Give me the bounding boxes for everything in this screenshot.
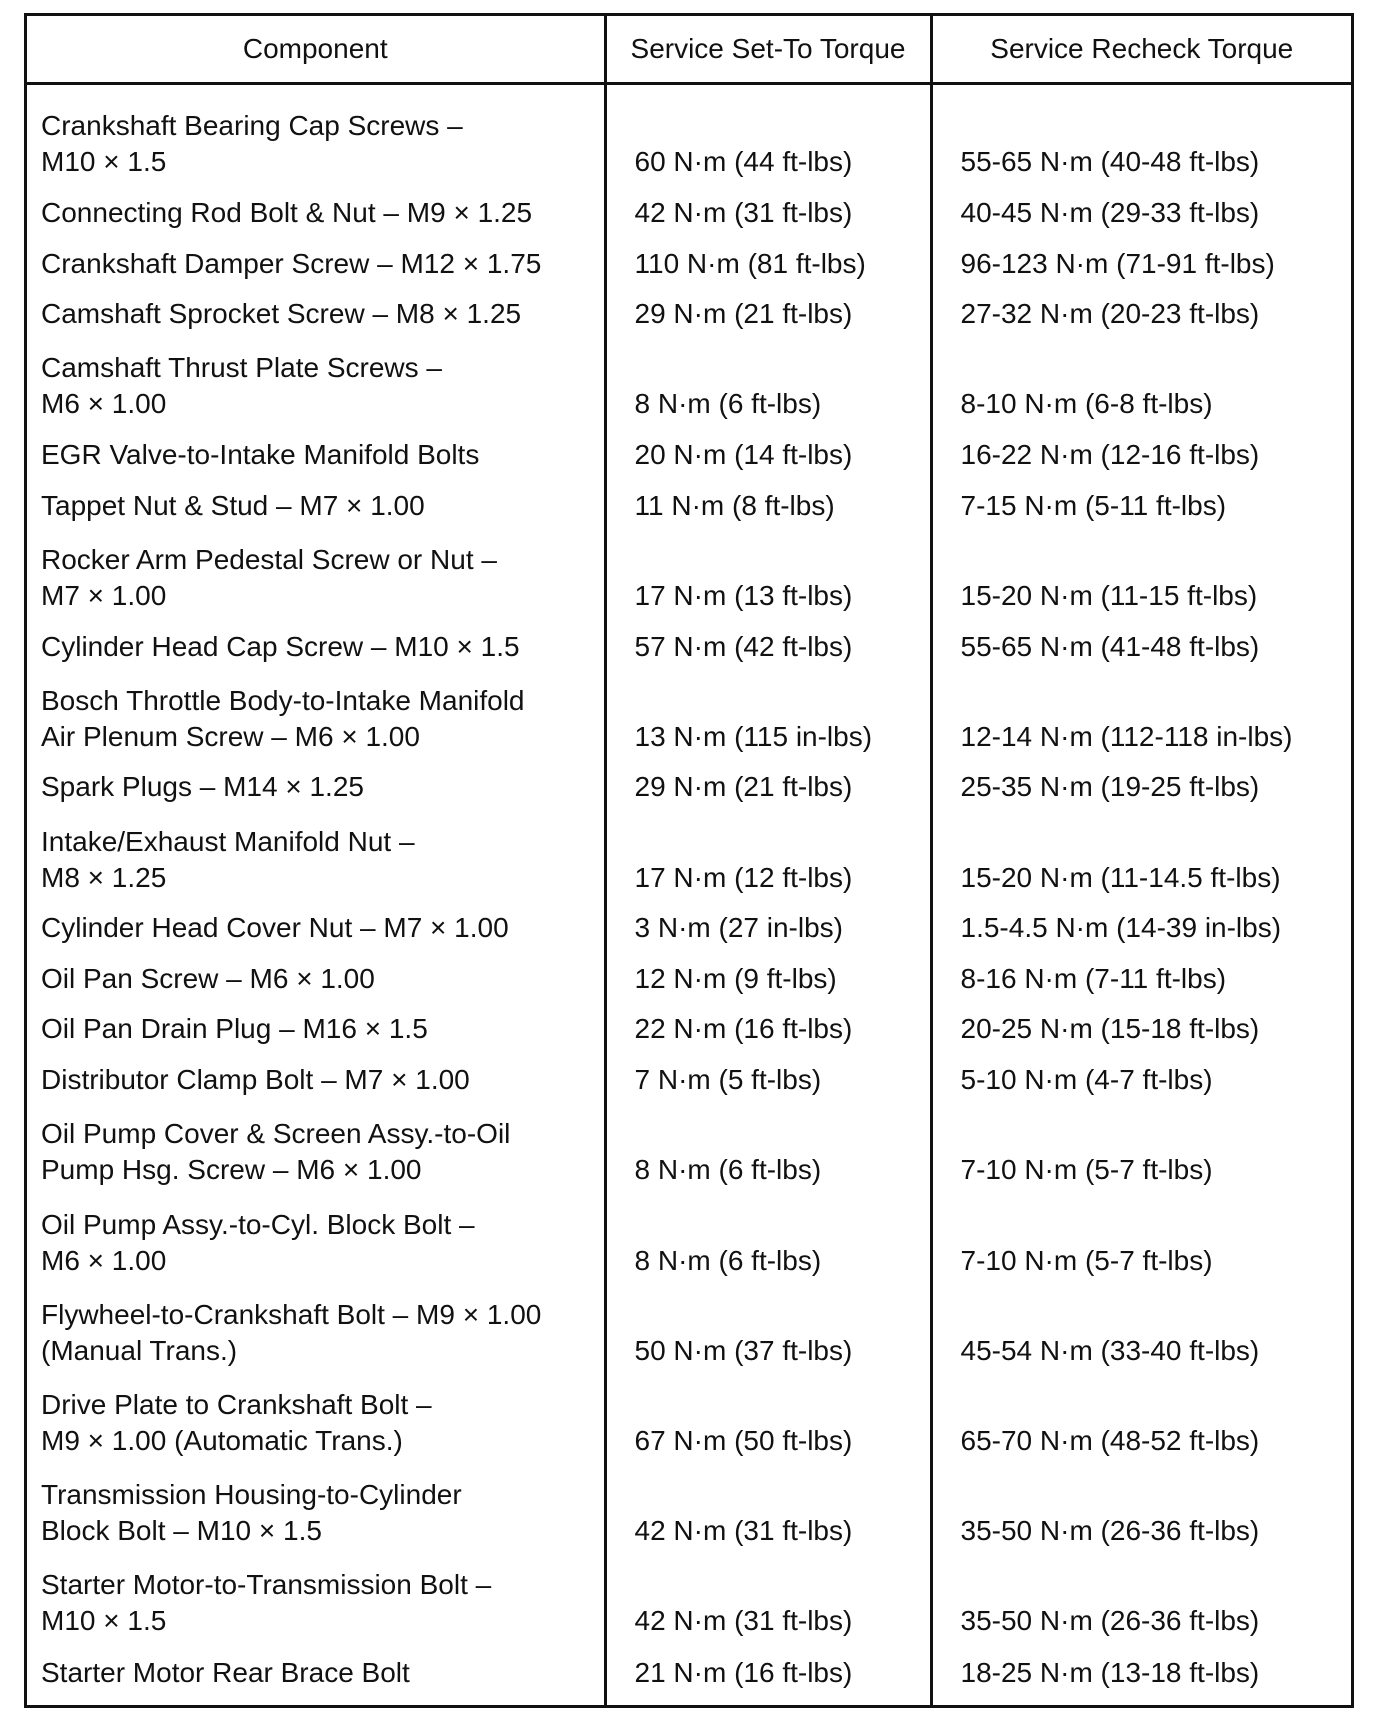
component-cell: Intake/Exhaust Manifold Nut – M8 × 1.25 [41,825,415,893]
set-to-torque-cell: 60 N·m (44 ft-lbs) [605,84,931,187]
component-cell: Transmission Housing-to-Cylinder Block Bolt – M10 × 1.5 [41,1479,462,1547]
recheck-torque-cell: 65-70 N·m (48-52 ft-lbs) [931,1375,1351,1465]
component-cell: Oil Pump Assy.-to-Cyl. Block Bolt – M6 × 1.00 [41,1208,475,1276]
component-cell: Flywheel-to-Crankshaft Bolt – M9 × 1.00 (Manual Trans.) [41,1298,542,1366]
recheck-torque-cell: 35-50 N·m (26-36 ft-lbs) [931,1555,1351,1645]
table-row [27,288,1351,339]
recheck-torque-cell: 15-20 N·m (11-14.5 ft-lbs) [931,811,1351,901]
set-to-torque-cell: 29 N·m (21 ft-lbs) [605,288,931,339]
recheck-torque-cell: 8-16 N·m (7-11 ft-lbs) [931,952,1351,1003]
table-row [27,761,1351,812]
set-to-torque-cell: 42 N·m (31 ft-lbs) [605,186,931,237]
table-row [27,1555,1351,1645]
component-cell: Crankshaft Bearing Cap Screws – M10 × 1.5 [41,110,463,178]
component-cell: Oil Pan Drain Plug – M16 × 1.5 [41,1013,428,1045]
torque-table [27,16,1351,1705]
table-row [27,952,1351,1003]
component-cell: Camshaft Sprocket Screw – M8 × 1.25 [41,298,522,330]
table-row [27,671,1351,761]
set-to-torque-cell: 42 N·m (31 ft-lbs) [605,1465,931,1555]
component-cell: Oil Pan Screw – M6 × 1.00 [41,962,375,994]
header-component: Component [27,16,605,84]
table-row [27,1003,1351,1054]
recheck-torque-cell: 45-54 N·m (33-40 ft-lbs) [931,1285,1351,1375]
recheck-torque-cell: 7-10 N·m (5-7 ft-lbs) [931,1194,1351,1284]
table-row [27,1194,1351,1284]
table-row [27,530,1351,620]
component-cell: Starter Motor Rear Brace Bolt [41,1657,410,1688]
set-to-torque-cell: 110 N·m (81 ft-lbs) [605,237,931,288]
recheck-torque-cell: 40-45 N·m (29-33 ft-lbs) [931,186,1351,237]
set-to-torque-cell: 12 N·m (9 ft-lbs) [605,952,931,1003]
table-row [27,1104,1351,1194]
recheck-torque-cell: 8-10 N·m (6-8 ft-lbs) [931,338,1351,428]
set-to-torque-cell: 8 N·m (6 ft-lbs) [605,338,931,428]
set-to-torque-cell: 21 N·m (16 ft-lbs) [605,1645,931,1705]
component-cell: EGR Valve-to-Intake Manifold Bolts [41,439,480,471]
header-row [27,16,1351,84]
recheck-torque-cell: 12-14 N·m (112-118 in-lbs) [931,671,1351,761]
table-row [27,1465,1351,1555]
set-to-torque-cell: 29 N·m (21 ft-lbs) [605,761,931,812]
set-to-torque-cell: 3 N·m (27 in-lbs) [605,902,931,953]
recheck-torque-cell: 5-10 N·m (4-7 ft-lbs) [931,1053,1351,1104]
table-row [27,338,1351,428]
table-row [27,902,1351,953]
component-cell: Starter Motor-to-Transmission Bolt – M10 × 1.5 [41,1569,492,1637]
component-cell: Drive Plate to Crankshaft Bolt – M9 × 1.00 (Automatic Trans.) [41,1388,432,1456]
set-to-torque-cell: 17 N·m (13 ft-lbs) [605,530,931,620]
table-body [27,84,1351,1706]
recheck-torque-cell: 7-10 N·m (5-7 ft-lbs) [931,1104,1351,1194]
recheck-torque-cell: 27-32 N·m (20-23 ft-lbs) [931,288,1351,339]
component-cell: Crankshaft Damper Screw – M12 × 1.75 [41,247,542,279]
component-cell: Oil Pump Cover & Screen Assy.-to-Oil Pump Hsg. Screw – M6 × 1.00 [41,1118,511,1186]
component-cell: Spark Plugs – M14 × 1.25 [41,771,364,803]
component-cell: Cylinder Head Cover Nut – M7 × 1.00 [41,912,509,944]
set-to-torque-cell: 50 N·m (37 ft-lbs) [605,1285,931,1375]
recheck-torque-cell: 55-65 N·m (41-48 ft-lbs) [931,620,1351,671]
set-to-torque-cell: 8 N·m (6 ft-lbs) [605,1104,931,1194]
component-cell: Camshaft Thrust Plate Screws – M6 × 1.00 [41,352,442,420]
set-to-torque-cell: 17 N·m (12 ft-lbs) [605,811,931,901]
recheck-torque-cell: 18-25 N·m (13-18 ft-lbs) [931,1645,1351,1705]
component-cell: Tappet Nut & Stud – M7 × 1.00 [41,489,425,521]
table-row [27,1053,1351,1104]
set-to-torque-cell: 57 N·m (42 ft-lbs) [605,620,931,671]
recheck-torque-cell: 55-65 N·m (40-48 ft-lbs) [931,84,1351,187]
table-row [27,811,1351,901]
recheck-torque-cell: 7-15 N·m (5-11 ft-lbs) [931,479,1351,530]
header-recheck-torque: Service Recheck Torque [931,16,1351,84]
component-cell: Bosch Throttle Body-to-Intake Manifold Air Plenum Screw – M6 × 1.00 [41,684,525,752]
recheck-torque-cell: 25-35 N·m (19-25 ft-lbs) [931,761,1351,812]
set-to-torque-cell: 13 N·m (115 in-lbs) [605,671,931,761]
set-to-torque-cell: 67 N·m (50 ft-lbs) [605,1375,931,1465]
table-row [27,620,1351,671]
table-row [27,1285,1351,1375]
component-cell: Distributor Clamp Bolt – M7 × 1.00 [41,1064,470,1096]
table-row [27,84,1351,187]
table-row [27,428,1351,479]
set-to-torque-cell: 7 N·m (5 ft-lbs) [605,1053,931,1104]
recheck-torque-cell: 20-25 N·m (15-18 ft-lbs) [931,1003,1351,1054]
table-row [27,1645,1351,1705]
component-cell: Rocker Arm Pedestal Screw or Nut – M7 × 1.00 [41,543,497,611]
table-row [27,237,1351,288]
recheck-torque-cell: 35-50 N·m (26-36 ft-lbs) [931,1465,1351,1555]
set-to-torque-cell: 11 N·m (8 ft-lbs) [605,479,931,530]
recheck-torque-cell: 96-123 N·m (71-91 ft-lbs) [931,237,1351,288]
component-cell: Cylinder Head Cap Screw – M10 × 1.5 [41,630,520,662]
table-row [27,186,1351,237]
header-set-to-torque: Service Set-To Torque [605,16,931,84]
set-to-torque-cell: 8 N·m (6 ft-lbs) [605,1194,931,1284]
recheck-torque-cell: 16-22 N·m (12-16 ft-lbs) [931,428,1351,479]
table-row [27,479,1351,530]
set-to-torque-cell: 42 N·m (31 ft-lbs) [605,1555,931,1645]
torque-spec-table [24,13,1354,1708]
recheck-torque-cell: 1.5-4.5 N·m (14-39 in-lbs) [931,902,1351,953]
set-to-torque-cell: 22 N·m (16 ft-lbs) [605,1003,931,1054]
table-row [27,1375,1351,1465]
component-cell: Connecting Rod Bolt & Nut – M9 × 1.25 [41,197,533,228]
recheck-torque-cell: 15-20 N·m (11-15 ft-lbs) [931,530,1351,620]
set-to-torque-cell: 20 N·m (14 ft-lbs) [605,428,931,479]
